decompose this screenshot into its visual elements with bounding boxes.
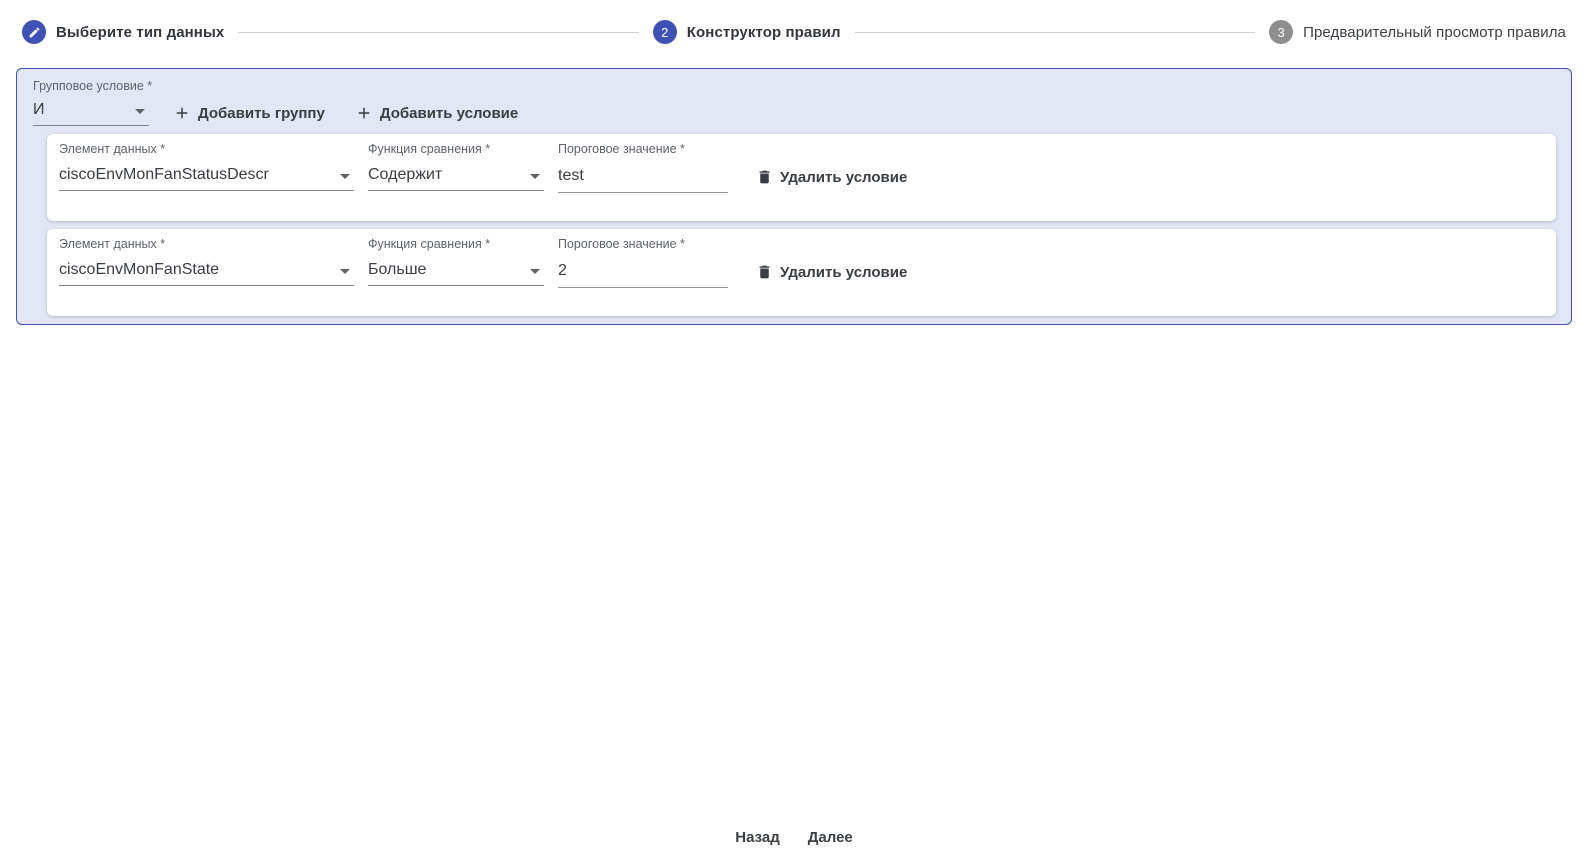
function-field (368, 142, 544, 191)
add-condition-label: Добавить условие (379, 104, 519, 122)
function-field (368, 237, 544, 286)
chevron-down-icon (340, 174, 350, 179)
step1-label: Выберите тип данных (56, 23, 225, 41)
group-condition-value: И (33, 101, 45, 118)
delete-condition-button[interactable] (750, 164, 913, 190)
function-label: Функция сравнения * (368, 142, 491, 156)
step1-indicator (22, 20, 46, 44)
threshold-field (558, 237, 728, 288)
element-field (59, 142, 354, 191)
next-button-label: Далее (807, 829, 853, 846)
element-field (59, 237, 354, 286)
element-value: ciscoEnvMonFanState (59, 261, 220, 278)
step-rule-constructor[interactable] (653, 20, 841, 44)
step2-indicator (653, 20, 677, 44)
stepper-connector (238, 32, 638, 33)
add-condition-button[interactable] (349, 100, 524, 126)
step3-label: Предварительный просмотр правила (1303, 23, 1567, 41)
step2-label: Конструктор правил (686, 23, 841, 41)
plus-icon (173, 104, 191, 122)
stepper-connector (855, 32, 1255, 33)
next-button[interactable] (802, 825, 859, 850)
comparison-function-select[interactable] (368, 164, 544, 191)
element-value: ciscoEnvMonFanStatusDescr (59, 166, 269, 183)
chevron-down-icon (340, 269, 350, 274)
step3-number: 3 (1277, 24, 1285, 40)
group-panel-header (33, 79, 1563, 126)
threshold-input[interactable] (558, 164, 728, 193)
back-button[interactable] (729, 825, 785, 850)
chevron-down-icon (530, 269, 540, 274)
plus-icon (355, 104, 373, 122)
threshold-input[interactable] (558, 259, 728, 288)
condition-card (47, 134, 1556, 221)
element-label: Элемент данных * (59, 237, 166, 251)
trash-icon (756, 168, 773, 186)
step3-indicator (1269, 20, 1293, 44)
delete-condition-label: Удалить условие (780, 263, 908, 281)
stepper (0, 0, 1588, 64)
threshold-field (558, 142, 728, 193)
threshold-label: Пороговое значение * (558, 237, 685, 251)
group-condition-select[interactable] (33, 99, 149, 126)
step-rule-preview[interactable] (1269, 20, 1566, 44)
trash-icon (756, 263, 773, 281)
function-value: Больше (368, 261, 427, 278)
step2-number: 2 (661, 24, 669, 40)
comparison-function-select[interactable] (368, 259, 544, 286)
chevron-down-icon (530, 174, 540, 179)
wizard-footer (0, 825, 1588, 850)
edit-icon (28, 26, 41, 39)
condition-card (47, 229, 1556, 316)
chevron-down-icon (135, 109, 145, 114)
back-button-label: Назад (735, 829, 780, 846)
element-select[interactable] (59, 259, 354, 286)
function-value: Содержит (368, 166, 443, 183)
element-select[interactable] (59, 164, 354, 191)
group-condition-label: Групповое условие * (33, 79, 153, 93)
element-label: Элемент данных * (59, 142, 166, 156)
function-label: Функция сравнения * (368, 237, 491, 251)
delete-condition-label: Удалить условие (780, 168, 908, 186)
add-group-button[interactable] (167, 100, 331, 126)
threshold-label: Пороговое значение * (558, 142, 685, 156)
step-select-data-type[interactable] (22, 20, 224, 44)
group-condition-panel (16, 68, 1572, 325)
add-group-label: Добавить группу (198, 104, 325, 122)
delete-condition-button[interactable] (750, 259, 913, 285)
